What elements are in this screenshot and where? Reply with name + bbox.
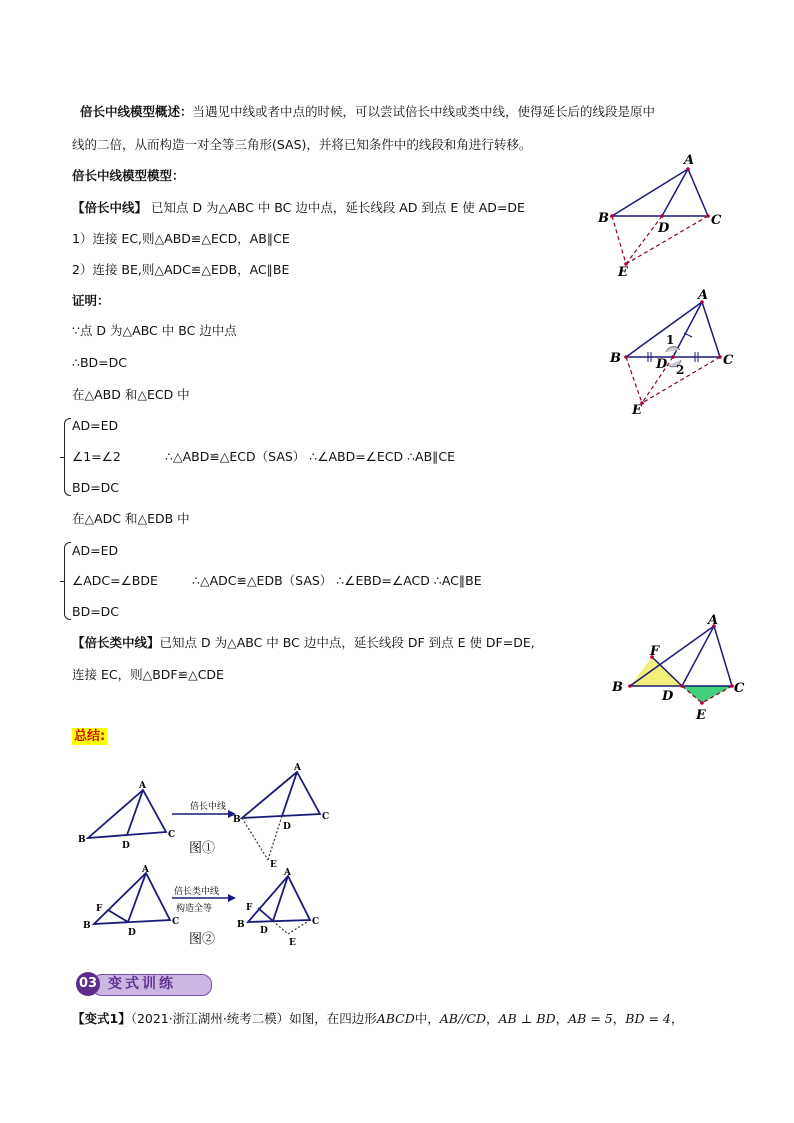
brace-2 <box>64 542 71 620</box>
svg-text:E: E <box>289 938 296 948</box>
label-b: B <box>610 351 621 366</box>
label-c: C <box>711 213 722 228</box>
svg-text:C: C <box>322 812 330 822</box>
svg-text:A: A <box>284 868 291 878</box>
figure-doubling-midline <box>590 150 740 280</box>
segment-be <box>612 216 626 264</box>
proof-heading: 证明： <box>72 293 110 308</box>
segment-ad <box>682 626 714 686</box>
svg-text:F: F <box>246 903 253 913</box>
intro-title: 倍长中线模型概述： <box>80 104 193 119</box>
fig2-caption: 图② <box>189 932 216 947</box>
intro-line-2: 线的二倍，从而构造一对全等三角形(SAS)，并将已知条件中的线段和角进行转移。 <box>72 137 532 152</box>
angle-1-arc <box>666 347 680 352</box>
label-d: D <box>656 357 668 372</box>
label-d: D <box>662 689 674 704</box>
proof-line-4: 在△ADC 和△EDB 中 <box>72 511 190 526</box>
segment-be <box>626 357 642 403</box>
svg-text:C: C <box>168 830 176 840</box>
label-b: B <box>612 680 623 695</box>
label-a: A <box>708 613 719 628</box>
label-c: C <box>723 353 734 368</box>
svg-text:F: F <box>96 904 103 914</box>
label-a: A <box>684 153 695 168</box>
svg-text:A: A <box>142 865 149 875</box>
arrow-label-2a: 倍长类中线 <box>174 887 220 897</box>
svg-text:D: D <box>283 822 291 832</box>
doubling-definition: 【倍长中线】 已知点 D 为△ABC 中 BC 边中点，延长线段 AD 到点 E 使 AD=DE <box>72 200 525 215</box>
segment-ad <box>662 169 688 216</box>
summary-label: 总结: <box>74 729 106 744</box>
sys2-line-3: BD=DC <box>72 604 120 619</box>
label-b: B <box>598 211 609 226</box>
svg-text:A: A <box>139 781 146 791</box>
label-f: F <box>650 644 660 659</box>
svg-text:C: C <box>312 917 320 927</box>
section-title: 变式训练 <box>108 976 176 992</box>
fig1-caption: 图① <box>189 841 216 856</box>
proof-line-2: ∴BD=DC <box>72 355 127 370</box>
model-heading: 倍长中线模型模型： <box>72 168 185 183</box>
similar-definition: 【倍长类中线】已知点 D 为△ABC 中 BC 边中点，延长线段 DF 到点 E 使 DF=DE, <box>72 635 535 650</box>
label-e: E <box>696 708 706 723</box>
arrow-label-1: 倍长中线 <box>190 802 227 812</box>
label-angle-1: 1 <box>666 333 675 347</box>
segment-de <box>626 216 662 264</box>
intro-line-1: 倍长中线模型概述：当遇见中线或者中点的时候，可以尝试倍长中线或类中线，使得延长后的线段是原中 <box>80 104 656 119</box>
summary-figure-2 <box>70 864 350 954</box>
summary-figure-1 <box>70 760 350 870</box>
svg-text:A: A <box>294 763 301 773</box>
label-e: E <box>618 265 628 280</box>
sys2-line-2: ∠ADC=∠BDE <box>72 573 158 588</box>
label-angle-2: 2 <box>676 363 685 377</box>
doubling-item-2: 2）连接 BE,则△ADC≌△EDB，AC∥BE <box>72 262 290 277</box>
svg-text:E: E <box>270 860 277 870</box>
svg-text:D: D <box>128 928 136 938</box>
triangle-abc <box>612 169 708 216</box>
sys1-line-3: BD=DC <box>72 480 120 495</box>
brace-1 <box>64 418 71 496</box>
svg-text:D: D <box>122 841 130 851</box>
similar-conclusion: 连接 EC，则△BDF≌△CDE <box>72 667 224 682</box>
section-number: 03 <box>76 972 100 996</box>
doubling-item-1: 1）连接 EC,则△ABD≌△ECD，AB∥CE <box>72 231 290 246</box>
svg-text:D: D <box>260 926 268 936</box>
label-e: E <box>632 403 642 418</box>
sys2-line-1: AD=ED <box>72 543 119 558</box>
variant-1: 【变式1】（2021·浙江湖州·统考二模）如图，在四边形ABCD中，AB//CD，AB ⊥ BD，AB = 5，BD = 4， <box>72 1011 684 1026</box>
figure-similar-midline <box>606 612 756 724</box>
proof-line-1: ∵点 D 为△ABC 中 BC 边中点 <box>72 323 237 338</box>
proof-conclusion-2: ∴△ADC≌△EDB（SAS） ∴∠EBD=∠ACD ∴AC∥BE <box>192 573 482 588</box>
figure-proof <box>600 288 750 418</box>
proof-line-3: 在△ABD 和△ECD 中 <box>72 387 190 402</box>
label-c: C <box>734 681 745 696</box>
svg-text:B: B <box>78 835 86 845</box>
proof-conclusion-1: ∴△ABD≌△ECD（SAS） ∴∠ABD=∠ECD ∴AB∥CE <box>165 449 456 464</box>
arrow-label-2b: 构造全等 <box>176 904 213 914</box>
sys1-line-2: ∠1=∠2 <box>72 449 121 464</box>
svg-text:B: B <box>233 815 241 825</box>
svg-text:B: B <box>83 921 91 931</box>
label-d: D <box>658 221 670 236</box>
sys1-line-1: AD=ED <box>72 418 119 433</box>
svg-text:C: C <box>172 917 180 927</box>
label-a: A <box>698 288 709 303</box>
svg-text:B: B <box>237 920 245 930</box>
